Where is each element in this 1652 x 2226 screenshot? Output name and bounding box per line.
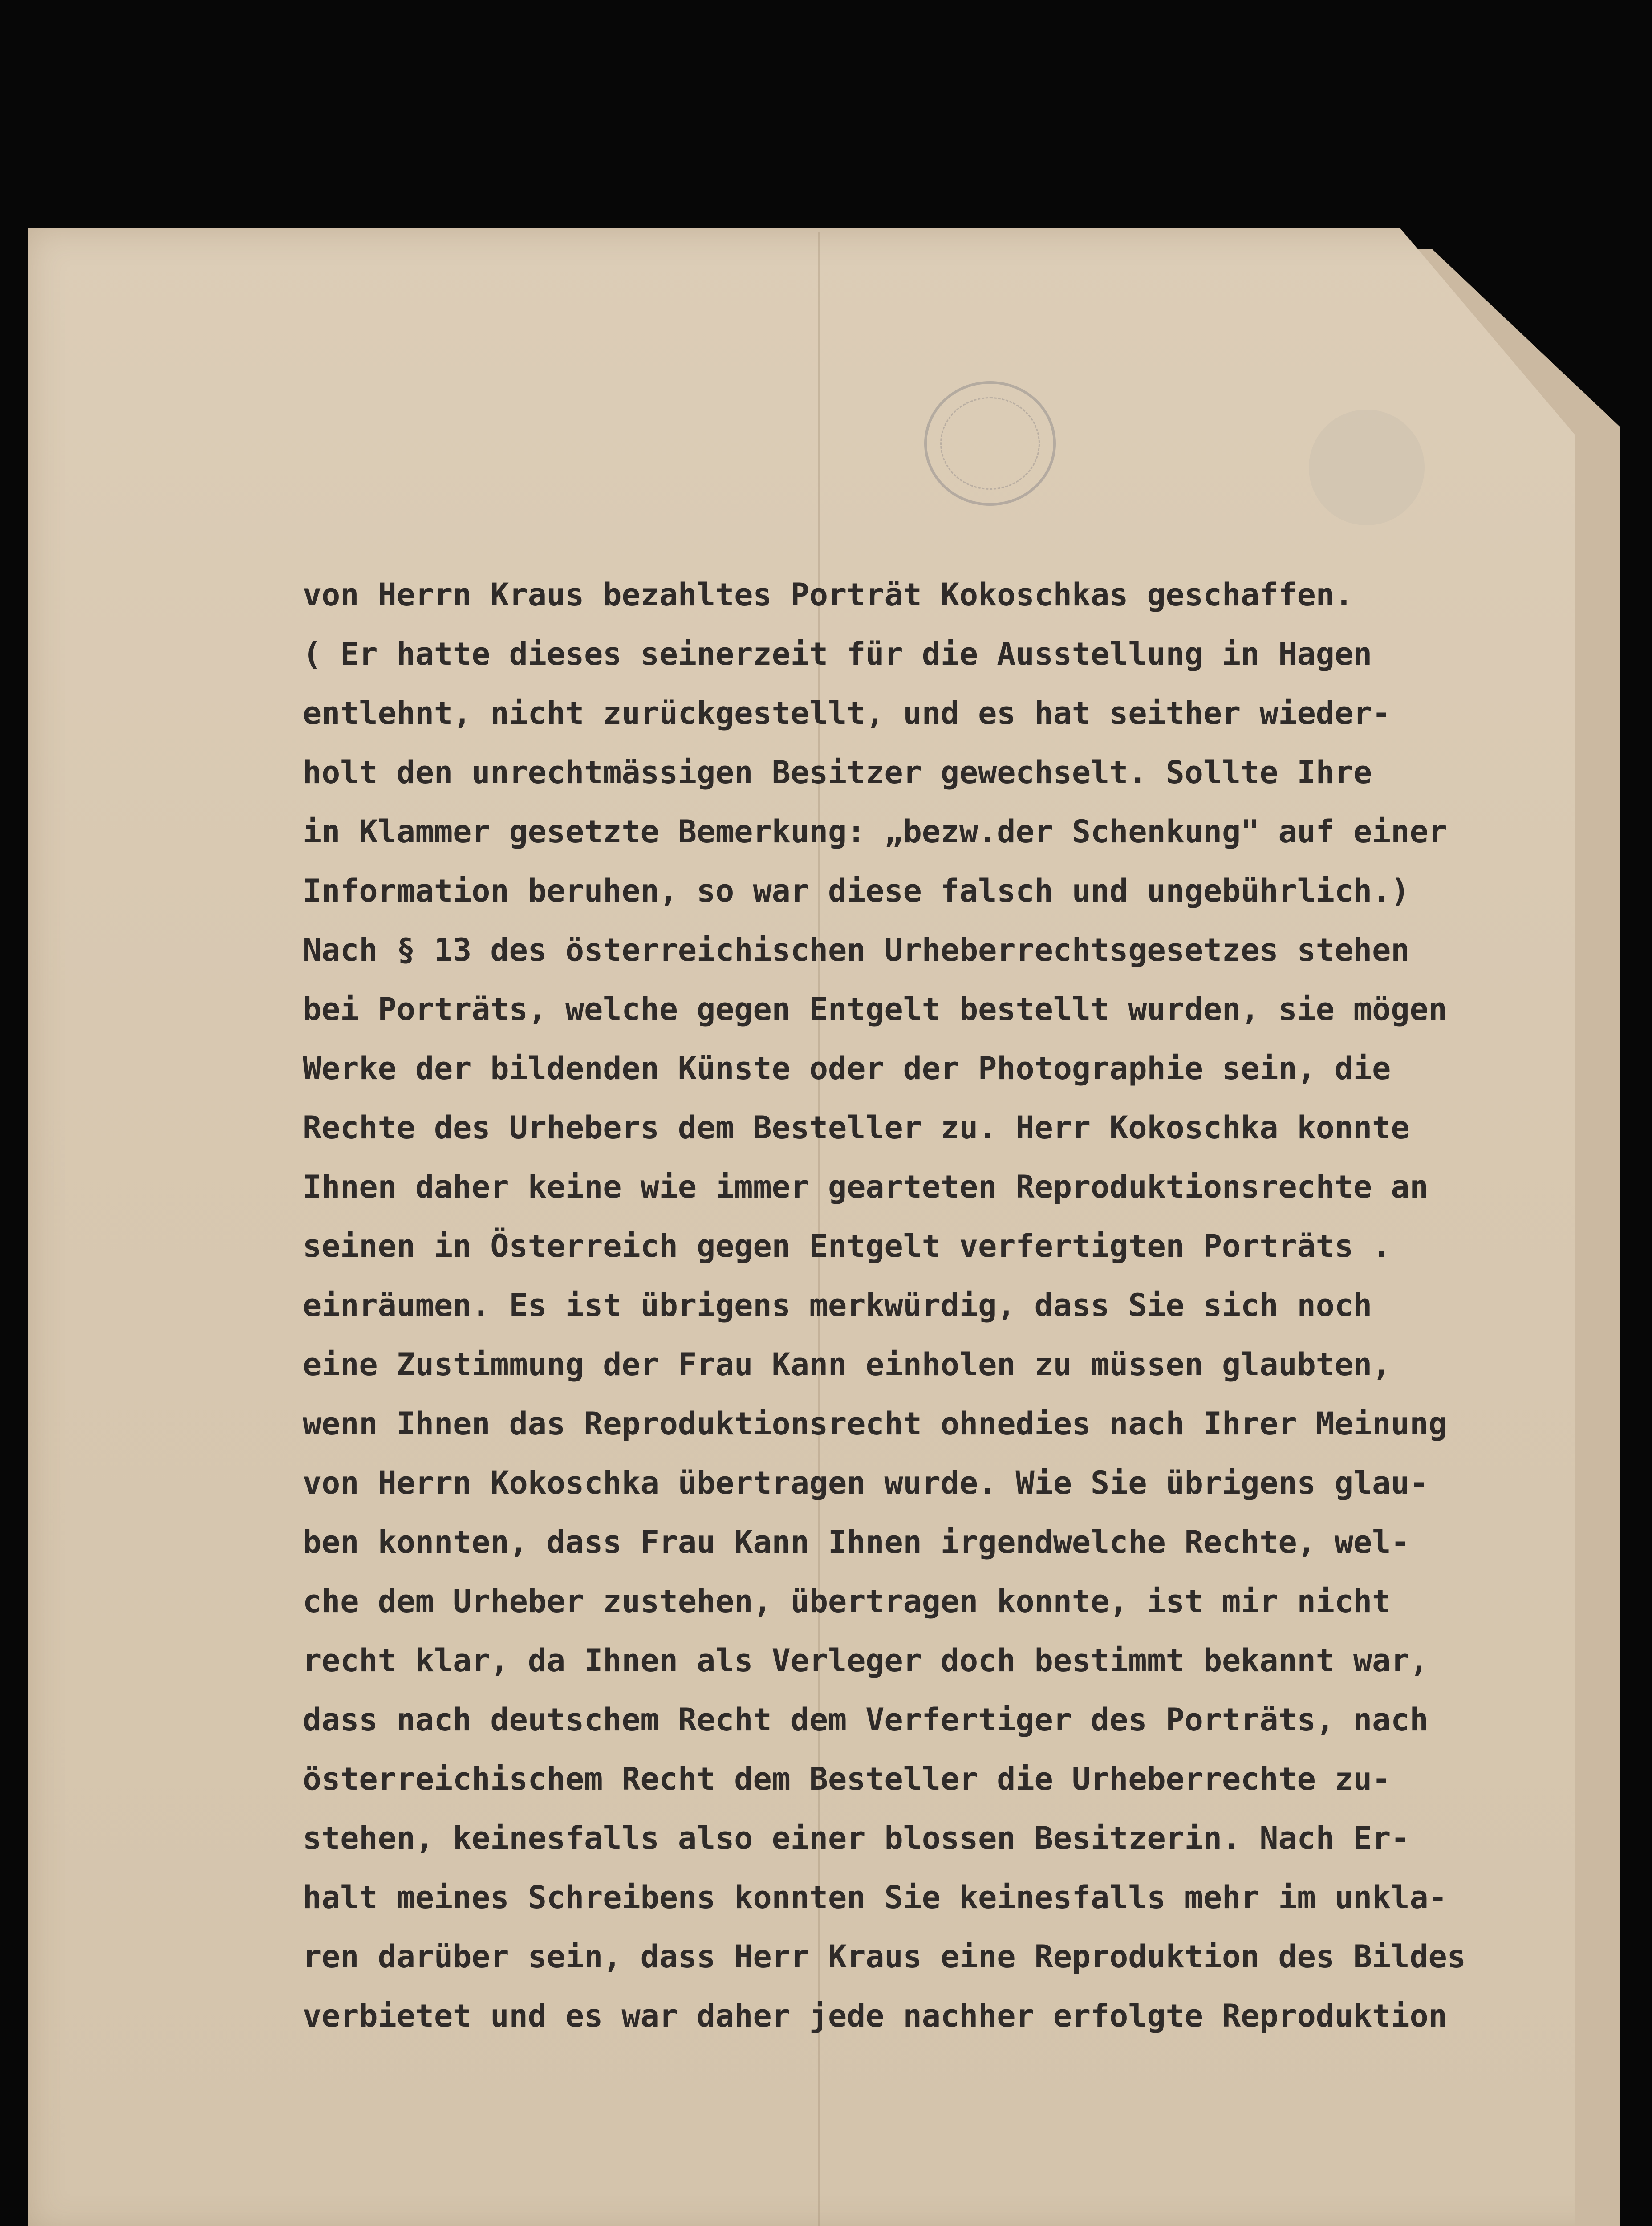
text-line: einräumen. Es ist übrigens merkwürdig, dass Sie sich noch [303,1287,1372,1324]
text-line: ben konnten, dass Frau Kann Ihnen irgendwelche Rechte, wel- [303,1524,1410,1560]
faded-stamp-icon [1309,410,1425,525]
text-line: verbietet und es war daher jede nachher erfolgte Reproduktion [303,1998,1447,2034]
text-line: holt den unrechtmässigen Besitzer gewechselt. Sollte Ihre [303,754,1372,791]
text-line: halt meines Schreibens konnten Sie keinesfalls mehr im unkla- [303,1879,1447,1916]
text-line: Werke der bildenden Künste oder der Photographie sein, die [303,1050,1391,1087]
text-line: ( Er hatte dieses seinerzeit für die Ausstellung in Hagen [303,636,1372,672]
text-line: seinen in Österreich gegen Entgelt verfertigten Porträts . [303,1228,1391,1264]
text-line: eine Zustimmung der Frau Kann einholen zu müssen glaubten, [303,1346,1391,1383]
text-line: von Herrn Kraus bezahltes Porträt Kokoschkas geschaffen. [303,577,1354,613]
text-line: Rechte des Urhebers dem Besteller zu. Herr Kokoschka konnte [303,1109,1410,1146]
text-line: recht klar, da Ihnen als Verleger doch bestimmt bekannt war, [303,1642,1429,1679]
text-line: stehen, keinesfalls also einer blossen Besitzerin. Nach Er- [303,1820,1410,1856]
typewritten-text [303,565,1585,2046]
text-line: Nach § 13 des österreichischen Urheberrechtsgesetzes stehen [303,932,1410,968]
text-line: ren darüber sein, dass Herr Kraus eine Reproduktion des Bildes [303,1938,1466,1975]
text-line: dass nach deutschem Recht dem Verfertiger des Porträts, nach [303,1702,1429,1738]
text-line: Ihnen daher keine wie immer gearteten Reproduktionsrechte an [303,1169,1429,1205]
text-line: entlehnt, nicht zurückgestellt, und es hat seither wieder- [303,695,1391,731]
text-line: bei Porträts, welche gegen Entgelt bestellt wurden, sie mögen [303,991,1447,1028]
text-line: che dem Urheber zustehen, übertragen konnte, ist mir nicht [303,1583,1391,1620]
text-line: in Klammer gesetzte Bemerkung: „bezw.der Schenkung" auf einer [303,813,1447,850]
text-line: Information beruhen, so war diese falsch und ungebührlich.) [303,873,1410,909]
text-line: von Herrn Kokoschka übertragen wurde. Wie Sie übrigens glau- [303,1465,1429,1501]
text-line: österreichischem Recht dem Besteller die Urheberrechte zu- [303,1761,1391,1797]
text-line: wenn Ihnen das Reproduktionsrecht ohnedies nach Ihrer Meinung [303,1405,1447,1442]
archive-stamp-icon [924,381,1056,506]
